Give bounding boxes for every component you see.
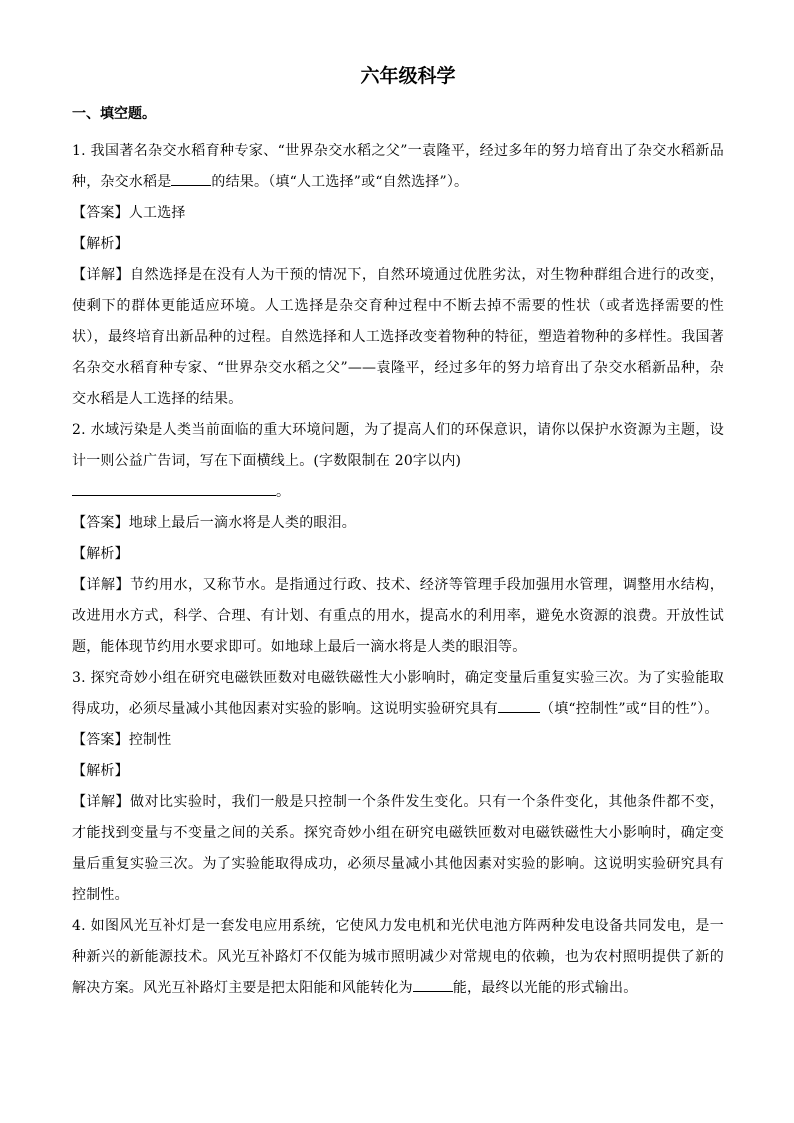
question-stem: 探究奇妙小组在研究电磁铁匝数对电磁铁磁性大小影响时，确定变量后重复实验三次。为了实验能取得成功，必须尽量减小其他因素对实验的影响。这说明实验研究具有	[72, 670, 724, 717]
answer-row	[72, 725, 724, 756]
answer-blank	[498, 698, 540, 713]
answer-text: 控制性	[128, 732, 172, 748]
question-4	[72, 911, 724, 1004]
section-heading: 一、填空题。	[72, 106, 156, 122]
answer-blank	[72, 481, 276, 496]
question-number: 3.	[72, 670, 86, 686]
detail-text: 做对比实验时，我们一般是只控制一个条件发生变化。只有一个条件变化，其他条件都不变，才能找到变量与不变量之间的关系。探究奇妙小组在研究电磁铁匝数对电磁铁磁性大小影响时，确定变量后重复实验三次。为了实验能取得成功，必须尽量减小其他因素对实验的影响。这说明实验研究具有控制性。	[72, 794, 724, 903]
answer-label: 【答案】	[72, 732, 129, 748]
detail-label: 【详解】	[72, 577, 130, 593]
detail-row	[72, 787, 724, 911]
question-3	[72, 663, 724, 725]
answer-row	[72, 508, 724, 539]
document-page	[72, 62, 724, 1004]
question-2	[72, 415, 724, 508]
detail-label: 【详解】	[72, 794, 130, 810]
answer-label: 【答案】	[72, 205, 129, 221]
analysis-label: 【解析】	[72, 546, 129, 562]
page-title: 六年级科学	[360, 65, 456, 87]
question-stem: 如图风光互补灯是一套发电应用系统，它使风力发电机和光伏电池方阵两种发电设备共同发电，是一种新兴的新能源技术。风光互补路灯不仅能为城市照明减少对常规电的依赖，也为农村照明提供了新的解决方案。风光互补路灯主要是把太阳能和风能转化为	[72, 918, 724, 996]
detail-text: 节约用水，又称节水。是指通过行政、技术、经济等管理手段加强用水管理，调整用水结构，改进用水方式，科学、合理、有计划、有重点的用水，提高水的利用率，避免水资源的浪费。开放性试题，能体现节约用水要求即可。如地球上最后一滴水将是人类的眼泪等。	[72, 577, 724, 655]
question-stem-tail: 的结果。（填“人工选择”或“自然选择”）。	[211, 174, 469, 190]
answer-blank	[171, 171, 211, 186]
answer-label: 【答案】	[72, 515, 129, 531]
question-1	[72, 136, 724, 198]
answer-blank	[413, 977, 453, 992]
detail-row	[72, 570, 724, 663]
answer-text: 人工选择	[128, 205, 186, 221]
question-stem: 水域污染是人类当前面临的重大环境问题，为了提高人们的环保意识，请你以保护水资源为主题，设计一则公益广告词，写在下面横线上。(字数限制在 20字以内)	[72, 422, 724, 469]
answer-text: 地球上最后一滴水将是人类的眼泪。	[128, 515, 357, 531]
answer-row	[72, 198, 724, 229]
analysis-label: 【解析】	[72, 763, 129, 779]
question-number: 4.	[72, 918, 86, 934]
detail-row	[72, 260, 724, 415]
question-number: 2.	[72, 422, 86, 438]
question-stem: 我国著名杂交水稻育种专家、“世界杂交水稻之父”一袁隆平，经过多年的努力培育出了杂交水稻新品种，杂交水稻是	[72, 143, 725, 190]
question-stem-tail: 能，最终以光能的形式输出。	[452, 980, 638, 996]
detail-label: 【详解】	[72, 267, 130, 283]
question-stem-tail: 。	[276, 484, 291, 500]
question-stem-tail: （填“控制性”或“目的性”）。	[540, 701, 719, 717]
question-number: 1.	[72, 143, 86, 159]
detail-text: 自然选择是在没有人为干预的情况下，自然环境通过优胜劣汰，对生物种群组合进行的改变，使剩下的群体更能适应环境。人工选择是杂交育种过程中不断去掉不需要的性状（或者选择需要的性状），最终培育出新品种的过程。自然选择和人工选择改变着物种的特征，塑造着物种的多样性。我国著名杂交水稻育种专家、“世界杂交水稻之父”——袁隆平，经过多年的努力培育出了杂交水稻新品种，杂交水稻是人工选择的结果。	[72, 267, 724, 407]
analysis-label: 【解析】	[72, 236, 129, 252]
